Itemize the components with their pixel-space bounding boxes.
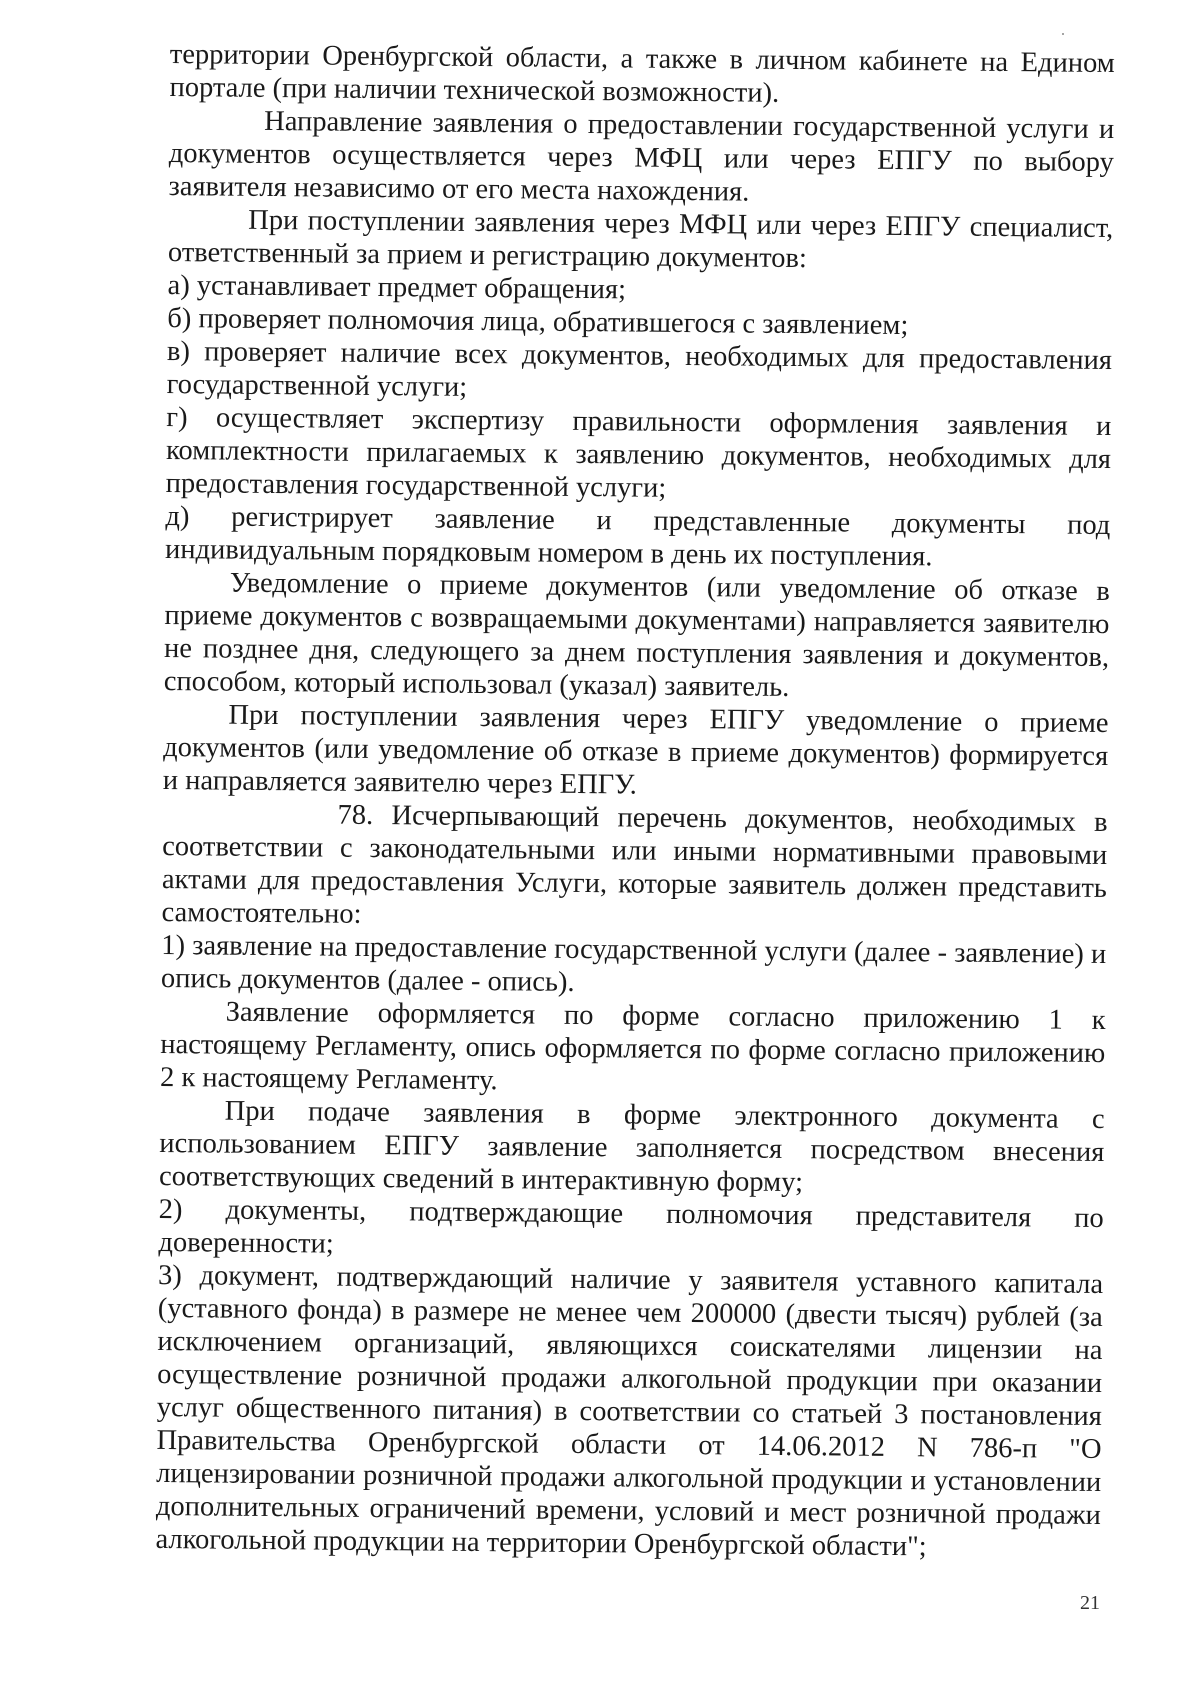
paragraph-2: Направление заявления о предоставлении государственной услуги и документов осуществляется через МФЦ или через ЕПГУ по выбору заявителя независимо от его места нахождения. [168,105,1115,208]
list-item-a: а) устанавливает предмет обращения; [167,269,627,306]
document-page [155,38,1115,1565]
list-item-g: г) осуществляет экспертизу правильности оформления заявления и комплектности прилагаемых к заявлению документов, необходимых для предоставления государственной услуги; [165,401,1112,504]
list-item-d: д) регистрирует заявление и представленные документы под индивидуальным порядковым номером в день их поступления. [164,500,1111,573]
list-item-2: 2) документы, подтверждающие полномочия представителя по доверенности; [158,1193,1104,1260]
list-item-v: в) проверяет наличие всех документов, необходимых для предоставления государственной услуги; [166,335,1113,403]
paragraph-3: При поступлении заявления через МФЦ или через ЕПГУ специалист, ответственный за прием и регистрацию документов: [167,204,1114,275]
paragraph-1: территории Оренбургской области, а также в личном кабинете на Едином портале (при наличии технической возможности). [169,38,1115,109]
page-number: 21 [1080,1592,1100,1614]
paragraph-form: Заявление оформляется по форме согласно приложению 1 к настоящему Регламенту, опись оформляется по форме согласно приложению 2 к настоящему Регламенту. [159,996,1106,1097]
paragraph-electronic: При подаче заявления в форме электронного документа с использованием ЕПГУ заявление заполняется посредством внесения соответствующих сведений в интерактивную форму; [158,1095,1105,1199]
list-item-3: 3) документ, подтверждающий наличие у заявителя уставного капитала (уставного фонда) в размере не менее чем 200000 (двести тысяч) рублей (за исключением организаций, являющихся соискателями лицензии на осуществление розничной продажи алкогольной продукции при оказании услуг общественного питания) в соответствии со статьей 3 постановления Правительства Оренбургской области от 14.06.2012 N 786-п "О лицензировании розничной продажи алкогольной продукции и установлении дополнительных ограничений времени, условий и мест розничной продажи алкогольной продукции на территории Оренбургской области"; [155,1259,1104,1563]
list-item-b: б) проверяет полномочия лица, обратившегося с заявлением; [167,302,909,342]
clause-78: 78. Исчерпывающий перечень документов, необходимых в соответствии с законодательными или иными нормативными правовыми актами для предоставления Услуги, которые заявитель должен представить самостоятельно: [161,799,1108,930]
scan-speck [1062,33,1064,35]
paragraph-notification: Уведомление о приеме документов (или уведомление об отказе в приеме документов с возвращаемыми документами) направляется заявителю не позднее дня, следующего за днем поступления заявления и документов, способом, который использовал (указал) заявитель. [163,567,1110,703]
list-item-1: 1) заявление на предоставление государственной услуги (далее - заявление) и опись документов (далее - опись). [160,929,1107,998]
paragraph-epgu-notification: При поступлении заявления через ЕПГУ уведомление о приеме документов (или уведомление об отказе в приеме документов) формируется и направляется заявителю через ЕПГУ. [162,699,1109,801]
